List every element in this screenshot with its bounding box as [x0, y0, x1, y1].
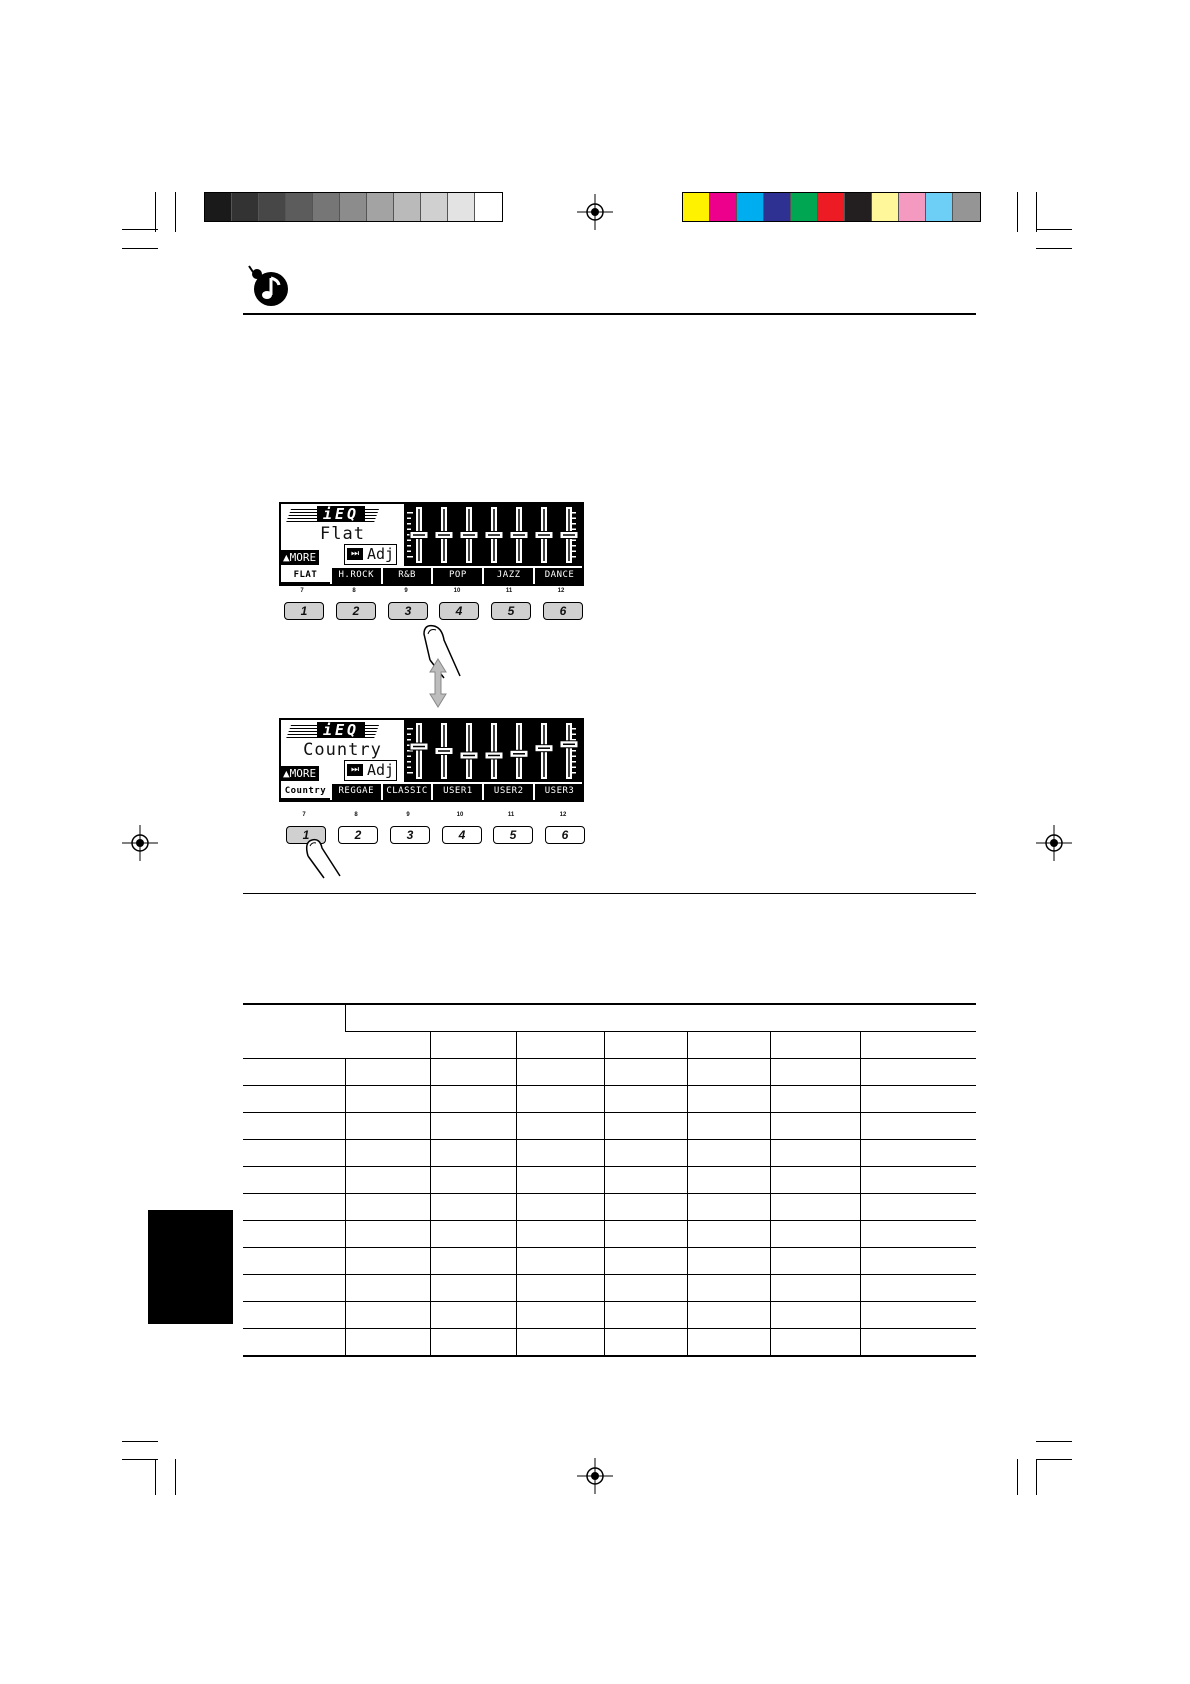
preset-button-4[interactable]: 4	[439, 602, 479, 620]
color-swatch	[683, 193, 710, 221]
table-cell	[345, 1194, 430, 1221]
fast-forward-icon: ⏭	[347, 764, 363, 776]
preset-label: USER2	[484, 784, 533, 800]
table-cell	[345, 1113, 430, 1140]
crop-mark	[175, 192, 176, 232]
preset-strip	[281, 568, 584, 584]
slider-knob-mark	[563, 744, 575, 746]
fast-forward-icon: ⏭	[347, 548, 363, 560]
table-cell	[345, 1059, 430, 1086]
table-cell	[243, 1005, 345, 1059]
crop-mark	[122, 248, 158, 249]
preset-button-2[interactable]: 2	[338, 826, 378, 844]
scale-tick	[407, 728, 413, 730]
color-swatch	[367, 193, 394, 221]
preset-button-3[interactable]: 3	[390, 826, 430, 844]
scale-tick	[572, 767, 576, 769]
registration-mark-icon	[1036, 825, 1072, 861]
color-swatch	[710, 193, 737, 221]
adj-text: Adj	[367, 545, 395, 563]
upper-number: 12	[557, 588, 565, 594]
table-cell	[430, 1275, 516, 1302]
ieq-badge: iEQ	[317, 722, 365, 738]
scale-tick	[407, 545, 411, 547]
table-cell	[243, 1329, 345, 1357]
color-swatch	[394, 193, 421, 221]
scale-tick	[572, 761, 576, 763]
color-swatch	[286, 193, 313, 221]
eq-sliders	[404, 504, 584, 566]
scale-tick	[572, 551, 576, 553]
upper-number: 7	[302, 812, 306, 818]
scale-tick	[572, 756, 576, 758]
scale-tick	[407, 523, 411, 525]
table-cell	[770, 1059, 860, 1086]
table-cell	[243, 1194, 345, 1221]
table-cell	[604, 1086, 687, 1113]
table-cell	[860, 1194, 976, 1221]
preset-button-6[interactable]: 6	[543, 602, 583, 620]
table-cell	[243, 1248, 345, 1275]
scale-tick	[407, 767, 411, 769]
table-cell	[430, 1221, 516, 1248]
preset-label: H.ROCK	[332, 568, 381, 584]
table-cell	[860, 1059, 976, 1086]
more-label: ▲MORE	[281, 550, 319, 565]
crop-mark	[155, 192, 156, 232]
table-row	[243, 1113, 976, 1140]
table-row	[243, 1221, 976, 1248]
table-cell	[604, 1302, 687, 1329]
table-cell	[516, 1194, 604, 1221]
table-cell	[516, 1329, 604, 1357]
crop-mark	[122, 1441, 158, 1442]
slider-knob-mark	[538, 534, 550, 536]
table-cell	[770, 1032, 860, 1059]
table-cell	[604, 1032, 687, 1059]
table-cell	[345, 1005, 976, 1032]
table-cell	[687, 1059, 770, 1086]
table-row	[243, 1194, 976, 1221]
scale-tick	[407, 556, 413, 558]
preset-label: R&B	[383, 568, 432, 584]
table-row	[243, 1005, 976, 1032]
table-cell	[770, 1221, 860, 1248]
color-swatch	[232, 193, 259, 221]
lcd-display-bottom	[279, 718, 584, 802]
preset-button-6[interactable]: 6	[545, 826, 585, 844]
scale-tick	[572, 750, 576, 752]
process-color-bar	[682, 192, 981, 222]
side-tab	[148, 1210, 233, 1324]
scale-tick	[407, 551, 411, 553]
table-cell	[604, 1167, 687, 1194]
table-cell	[243, 1059, 345, 1086]
table-cell	[345, 1167, 430, 1194]
table-cell	[604, 1221, 687, 1248]
table-cell	[770, 1140, 860, 1167]
table-cell	[860, 1248, 976, 1275]
table-cell	[345, 1086, 430, 1113]
music-note-icon	[243, 264, 291, 308]
table-cell	[430, 1032, 516, 1059]
table-cell	[604, 1275, 687, 1302]
preset-button-3[interactable]: 3	[388, 602, 428, 620]
slider-knob-mark	[463, 534, 475, 536]
double-arrow-icon	[428, 658, 448, 708]
table-cell	[687, 1167, 770, 1194]
upper-number: 12	[559, 812, 567, 818]
table-cell	[687, 1275, 770, 1302]
table-cell	[243, 1113, 345, 1140]
slider-knob-mark	[413, 746, 425, 748]
table-row	[243, 1329, 976, 1357]
table-cell	[345, 1302, 430, 1329]
table-cell	[516, 1275, 604, 1302]
upper-number: 9	[406, 812, 410, 818]
slider-knob-mark	[463, 755, 475, 757]
table-cell	[430, 1329, 516, 1357]
table-cell	[243, 1086, 345, 1113]
slider-groove	[468, 725, 470, 777]
table-cell	[516, 1248, 604, 1275]
color-swatch	[475, 193, 502, 221]
scale-tick	[572, 518, 576, 520]
lcd-display-top	[279, 502, 584, 586]
table-cell	[604, 1194, 687, 1221]
crop-mark	[1036, 1441, 1072, 1442]
crop-mark	[1017, 1459, 1018, 1495]
scale-tick	[407, 761, 411, 763]
table-row	[243, 1140, 976, 1167]
preset-button-5[interactable]: 5	[493, 826, 533, 844]
adj-label	[344, 544, 397, 565]
crop-mark	[175, 1459, 176, 1495]
scale-tick	[407, 518, 411, 520]
table-cell	[604, 1140, 687, 1167]
table-cell	[860, 1221, 976, 1248]
scale-tick	[572, 728, 576, 730]
scale-tick	[572, 739, 576, 741]
slider-knob-mark	[413, 534, 425, 536]
table-cell	[860, 1113, 976, 1140]
preset-button-4[interactable]: 4	[442, 826, 482, 844]
table-cell	[770, 1302, 860, 1329]
table-cell	[687, 1248, 770, 1275]
table-row	[243, 1059, 976, 1086]
scale-tick	[407, 540, 411, 542]
table-row	[243, 1167, 976, 1194]
section-rule	[243, 893, 976, 894]
preset-label: CLASSIC	[383, 784, 432, 800]
color-swatch	[313, 193, 340, 221]
preset-label: FLAT	[281, 568, 330, 584]
table-cell	[604, 1248, 687, 1275]
slider-knob-mark	[438, 750, 450, 752]
color-swatch	[737, 193, 764, 221]
table-cell	[860, 1140, 976, 1167]
crop-mark	[122, 1459, 158, 1460]
crop-mark	[1017, 192, 1018, 232]
table-cell	[770, 1167, 860, 1194]
preset-label: USER3	[535, 784, 584, 800]
table-cell	[430, 1113, 516, 1140]
crop-mark	[1036, 1459, 1072, 1460]
preset-label: REGGAE	[332, 784, 381, 800]
table-cell	[860, 1275, 976, 1302]
table-cell	[604, 1059, 687, 1086]
registration-mark-icon	[577, 1458, 613, 1494]
color-swatch	[791, 193, 818, 221]
registration-mark-icon	[122, 825, 158, 861]
slider-knob-mark	[513, 534, 525, 536]
table-cell	[604, 1113, 687, 1140]
color-swatch	[340, 193, 367, 221]
color-swatch	[259, 193, 286, 221]
slider-groove	[418, 725, 420, 777]
table-cell	[430, 1167, 516, 1194]
table-row	[243, 1086, 976, 1113]
crop-mark	[1036, 192, 1037, 232]
table-cell	[430, 1194, 516, 1221]
preset-button-1[interactable]: 1	[286, 826, 326, 844]
slider-knob-mark	[513, 753, 525, 755]
color-swatch	[953, 193, 980, 221]
scale-tick	[407, 734, 411, 736]
table-cell	[860, 1167, 976, 1194]
table-cell	[243, 1140, 345, 1167]
table-cell	[860, 1329, 976, 1357]
crop-mark	[155, 1459, 156, 1495]
table-cell	[430, 1059, 516, 1086]
table-row	[243, 1275, 976, 1302]
upper-number: 8	[354, 812, 358, 818]
upper-number: 10	[456, 812, 464, 818]
table-cell	[345, 1221, 430, 1248]
color-swatch	[421, 193, 448, 221]
scale-tick	[572, 529, 576, 531]
table-cell	[687, 1032, 770, 1059]
preset-label: USER1	[433, 784, 482, 800]
table-cell	[243, 1275, 345, 1302]
more-label: ▲MORE	[281, 766, 319, 781]
finger-press-icon	[300, 834, 360, 880]
table-cell	[860, 1302, 976, 1329]
table-cell	[345, 1248, 430, 1275]
preset-label: Country	[281, 784, 330, 800]
table-cell	[345, 1275, 430, 1302]
table-cell	[243, 1221, 345, 1248]
table-cell	[516, 1221, 604, 1248]
table-cell	[516, 1059, 604, 1086]
color-swatch	[205, 193, 232, 221]
table-cell	[770, 1248, 860, 1275]
preset-button-2[interactable]: 2	[336, 602, 376, 620]
equalizer-table	[243, 1005, 976, 1391]
table-cell	[687, 1113, 770, 1140]
crop-mark	[1036, 229, 1072, 230]
color-swatch	[818, 193, 845, 221]
scale-tick	[572, 512, 576, 514]
table-cell	[516, 1302, 604, 1329]
table-cell	[516, 1086, 604, 1113]
table-cell	[516, 1032, 604, 1059]
registration-mark-icon	[577, 194, 613, 230]
eq-mode-label: Country	[303, 740, 382, 760]
scale-tick	[572, 556, 576, 558]
slider-knob-mark	[488, 534, 500, 536]
upper-number: 11	[507, 812, 515, 818]
table-cell	[430, 1140, 516, 1167]
table-cell	[430, 1086, 516, 1113]
slider-groove	[493, 725, 495, 777]
scale-tick	[572, 545, 576, 547]
table-cell	[687, 1140, 770, 1167]
gray-scale-bar	[204, 192, 503, 222]
table-cell	[430, 1248, 516, 1275]
scale-tick	[407, 529, 411, 531]
upper-number: 10	[453, 588, 461, 594]
slider-knob-mark	[563, 534, 575, 536]
color-swatch	[872, 193, 899, 221]
table-cell	[687, 1221, 770, 1248]
table-cell	[345, 1140, 430, 1167]
upper-number: 11	[505, 588, 513, 594]
table-cell	[345, 1032, 430, 1059]
table-row	[243, 1302, 976, 1329]
table-row	[243, 1248, 976, 1275]
slider-knob-mark	[438, 534, 450, 536]
preset-strip	[281, 784, 584, 800]
color-swatch	[845, 193, 872, 221]
header-rule	[243, 313, 976, 315]
table-cell	[243, 1302, 345, 1329]
table-grid	[243, 1005, 976, 1357]
preset-button-5[interactable]: 5	[491, 602, 531, 620]
table-cell	[687, 1086, 770, 1113]
table-cell	[687, 1329, 770, 1357]
crop-mark	[122, 229, 158, 230]
upper-number: 8	[352, 588, 356, 594]
table-cell	[516, 1167, 604, 1194]
table-cell	[687, 1302, 770, 1329]
scale-tick	[572, 523, 576, 525]
slider-knob-mark	[488, 755, 500, 757]
scale-tick	[407, 512, 413, 514]
scale-tick	[407, 756, 411, 758]
table-cell	[770, 1113, 860, 1140]
table-cell	[345, 1329, 430, 1357]
color-swatch	[926, 193, 953, 221]
adj-text: Adj	[367, 761, 395, 779]
table-cell	[516, 1140, 604, 1167]
table-cell	[770, 1329, 860, 1357]
crop-mark	[1036, 1459, 1037, 1495]
eq-mode-label: Flat	[320, 524, 365, 544]
table-cell	[687, 1194, 770, 1221]
scale-tick	[572, 772, 576, 774]
table-cell	[770, 1194, 860, 1221]
preset-label: POP	[433, 568, 482, 584]
scale-tick	[407, 772, 413, 774]
color-swatch	[764, 193, 791, 221]
scale-tick	[572, 734, 576, 736]
slider-groove	[568, 725, 570, 777]
slider-knob-mark	[538, 747, 550, 749]
scale-tick	[572, 540, 576, 542]
preset-label: JAZZ	[484, 568, 533, 584]
table-cell	[860, 1086, 976, 1113]
table-cell	[604, 1329, 687, 1357]
upper-number: 9	[404, 588, 408, 594]
table-cell	[243, 1167, 345, 1194]
eq-sliders	[404, 720, 584, 782]
adj-label	[344, 760, 397, 781]
ieq-badge: iEQ	[317, 506, 365, 522]
crop-mark	[1036, 248, 1072, 249]
table-cell	[770, 1275, 860, 1302]
preset-label: DANCE	[535, 568, 584, 584]
preset-button-1[interactable]: 1	[284, 602, 324, 620]
scale-tick	[407, 739, 411, 741]
table-cell	[770, 1086, 860, 1113]
color-swatch	[899, 193, 926, 221]
upper-number: 7	[300, 588, 304, 594]
table-row	[243, 1032, 976, 1059]
table-cell	[516, 1113, 604, 1140]
color-swatch	[448, 193, 475, 221]
table-cell	[430, 1302, 516, 1329]
table-cell	[860, 1032, 976, 1059]
